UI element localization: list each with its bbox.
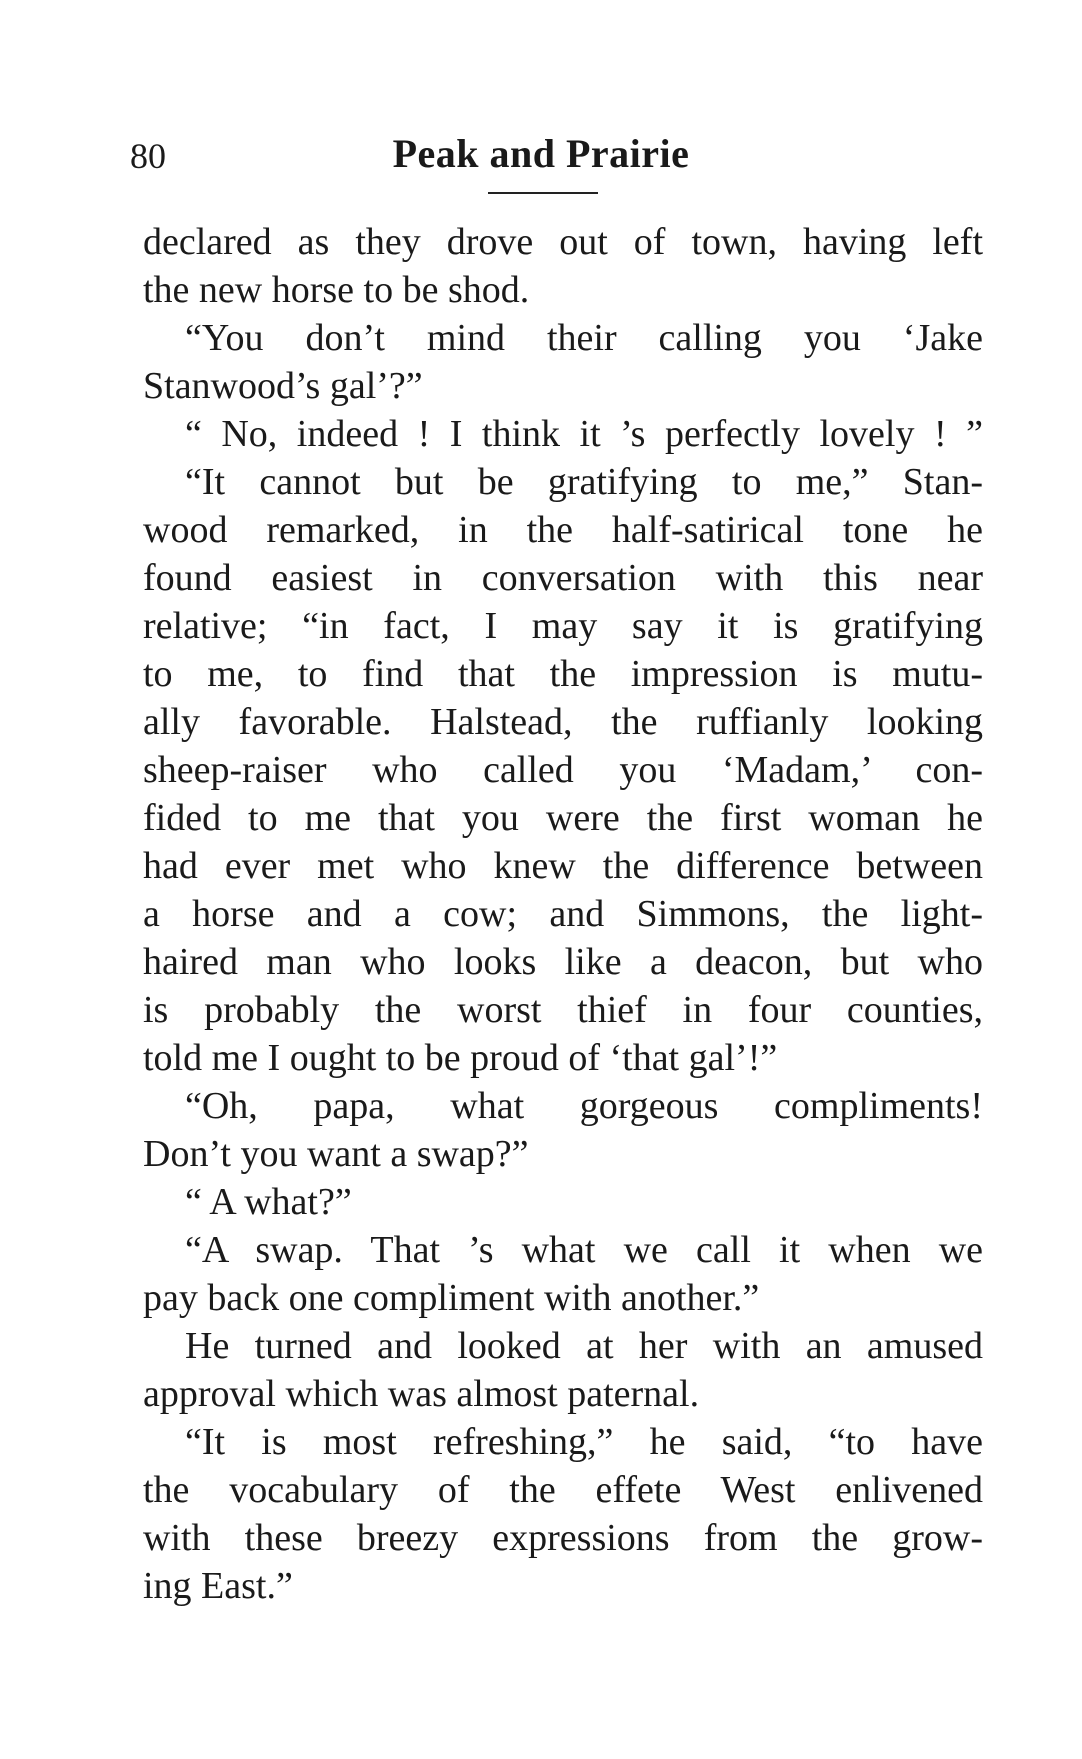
text-line: is probably the worst thief in four counties, xyxy=(143,989,983,1031)
text-line: “ A what?” xyxy=(185,1181,352,1223)
text-line: Stanwood’s gal’?” xyxy=(143,365,423,407)
text-line: with these breezy expressions from the grow- xyxy=(143,1517,983,1559)
text-line: told me I ought to be proud of ‘that gal’!” xyxy=(143,1037,778,1079)
text-line: fided to me that you were the first woman he xyxy=(143,797,983,839)
running-title: Peak and Prairie xyxy=(392,131,690,176)
text-line: “ No, indeed ! I think it ’s perfectly lovely ! ” xyxy=(185,413,983,455)
text-line: ing East.” xyxy=(143,1565,293,1607)
body-text xyxy=(143,218,983,1610)
text-line: a horse and a cow; and Simmons, the light- xyxy=(143,893,983,935)
text-line: “It cannot but be gratifying to me,” Stan- xyxy=(185,461,983,503)
text-line: the new horse to be shod. xyxy=(143,269,530,311)
page-number: 80 xyxy=(130,136,166,176)
text-line: “It is most refreshing,” he said, “to have xyxy=(185,1421,983,1463)
text-line: He turned and looked at her with an amused xyxy=(185,1325,983,1367)
text-line: haired man who looks like a deacon, but who xyxy=(143,941,983,983)
text-line: ally favorable. Halstead, the ruffianly looking xyxy=(143,701,983,743)
text-line: “A swap. That ’s what we call it when we xyxy=(185,1229,983,1271)
text-line: declared as they drove out of town, having left xyxy=(143,221,983,263)
text-line: had ever met who knew the difference between xyxy=(143,845,983,887)
text-line: Don’t you want a swap?” xyxy=(143,1133,529,1175)
text-line: pay back one compliment with another.” xyxy=(143,1277,760,1319)
text-line: approval which was almost paternal. xyxy=(143,1373,700,1415)
header-rule xyxy=(488,192,598,194)
text-line: “You don’t mind their calling you ‘Jake xyxy=(185,317,983,359)
text-line: wood remarked, in the half-satirical tone he xyxy=(143,509,983,551)
text-line: the vocabulary of the effete West enlivened xyxy=(143,1469,983,1511)
text-line: relative; “in fact, I may say it is gratifying xyxy=(143,605,983,647)
text-line: to me, to find that the impression is mutu- xyxy=(143,653,983,695)
text-line: found easiest in conversation with this near xyxy=(143,557,983,599)
text-line: “Oh, papa, what gorgeous compliments! xyxy=(185,1085,983,1127)
text-line: sheep-raiser who called you ‘Madam,’ con- xyxy=(143,749,983,791)
